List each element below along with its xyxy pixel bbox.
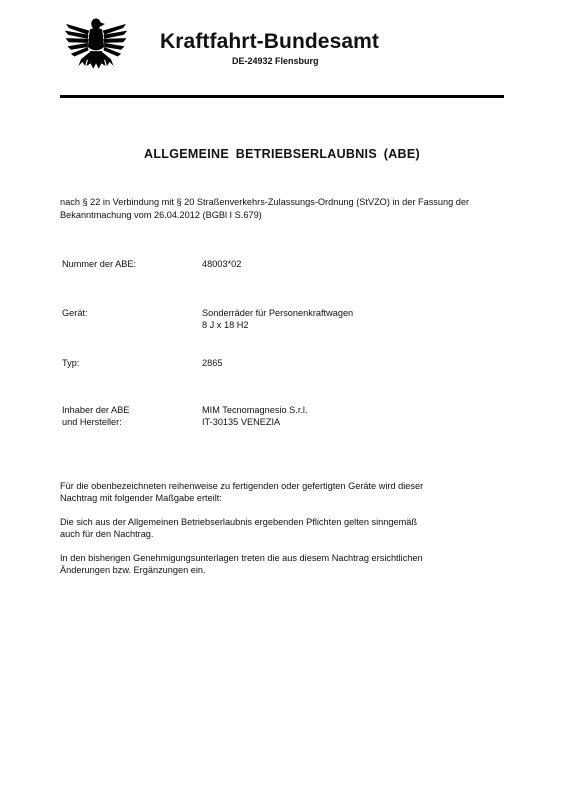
field-label: Typ: (62, 358, 80, 368)
body-paragraph: Die sich aus der Allgemeinen Betriebserlaubnis ergebenden Pflichten gelten sinngemäß auch für den Nachtrag. (60, 517, 417, 539)
field-value: MIM Tecnomagnesio S.r.l. IT-30135 VENEZIA (202, 405, 308, 427)
field-label: Inhaber der ABE und Hersteller: (62, 405, 130, 427)
agency-name: Kraftfahrt-Bundesamt (160, 30, 380, 53)
field-value: Sonderräder für Personenkraftwagen 8 J x 18 H2 (202, 308, 354, 330)
field-value: 48003*02 (202, 259, 242, 269)
field-value: 2865 (202, 358, 223, 368)
agency-address: DE-24932 Flensburg (232, 56, 319, 66)
header-divider (60, 95, 504, 98)
document-title: ALLGEMEINE BETRIEBSERLAUBNIS (ABE) (144, 147, 420, 161)
federal-eagle-icon (62, 14, 130, 80)
field-label: Nummer der ABE: (62, 259, 137, 269)
legal-preamble: nach § 22 in Verbindung mit § 20 Straßenverkehrs-Zulassungs-Ordnung (StVZO) in der Fassung der Bekanntmachung vom 26.04.2012 (BGBl I S.679) (60, 197, 470, 220)
body-paragraph: Für die obenbezeichneten reihenweise zu fertigenden oder gefertigten Geräte wird dieser Nachtrag mit folgender Maßgabe erteilt: (60, 481, 424, 503)
body-paragraph: In den bisherigen Genehmigungsunterlagen treten die aus diesem Nachtrag ersichtlichen Änderungen bzw. Ergänzungen ein. (60, 553, 423, 575)
field-label: Gerät: (62, 308, 88, 318)
